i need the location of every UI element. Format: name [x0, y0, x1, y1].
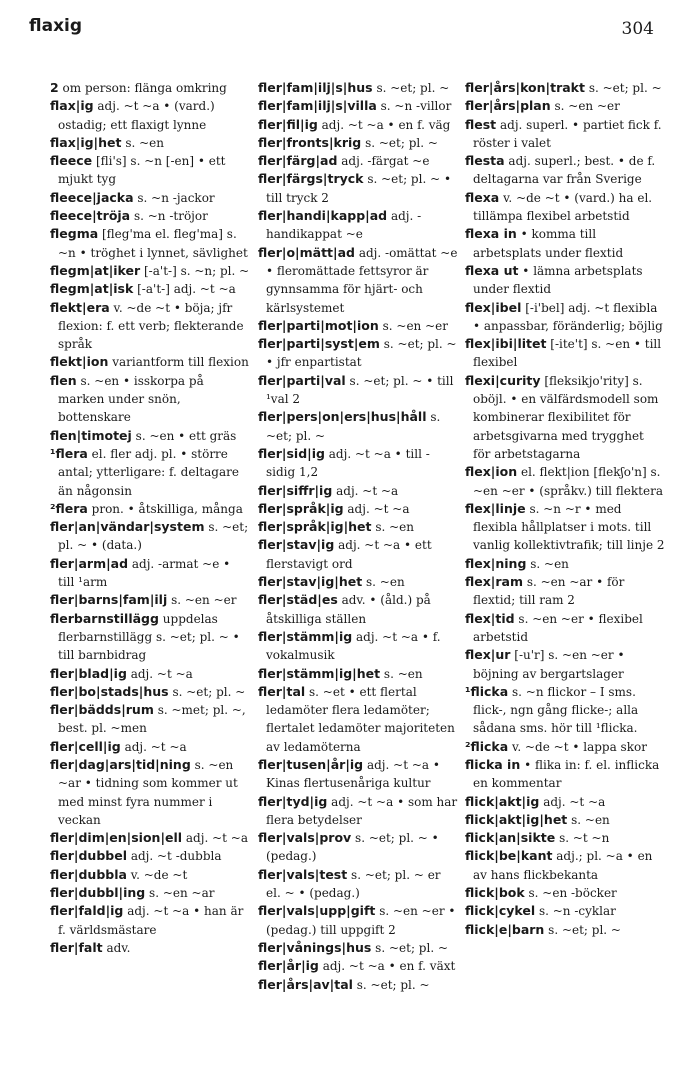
entry-definition: adj. ~t ~a • ett flerstavigt ord: [266, 538, 432, 571]
headword: flesta: [465, 153, 505, 169]
dictionary-entry: [465, 793, 665, 811]
dictionary-entry: [465, 262, 665, 299]
headword: fler|dubbel: [50, 848, 127, 864]
dictionary-entry: [258, 866, 458, 903]
entry-definition: adj. ~t ~a • till -sidig 1,2: [266, 446, 430, 480]
dictionary-entry: [258, 116, 458, 134]
entry-definition: s. ~en • isskorpa på marken under snön, bottenskare: [58, 373, 204, 425]
dictionary-entry: [465, 738, 665, 756]
headword: flax|ig|het: [50, 134, 122, 150]
headword: flerbarnstillägg: [50, 610, 159, 626]
headword: flick|cykel: [465, 903, 536, 919]
headword: flexa ut: [465, 262, 519, 278]
headword: fler|stämm|ig: [258, 628, 353, 644]
headword: fler|tal: [258, 683, 306, 699]
dictionary-entry: [258, 683, 458, 756]
headword: fler|fam|ilj|s|villa: [258, 98, 377, 114]
dictionary-entry: [465, 921, 665, 939]
dictionary-entry: [258, 372, 458, 409]
entry-definition: [fleg'ma el. fleg'ma] s. ~n • tröghet i lynnet, sävlighet: [58, 227, 248, 260]
dictionary-entry: [465, 189, 665, 226]
entry-definition: s. ~et; pl. ~ • (pedag.): [266, 831, 439, 864]
dictionary-entry: [50, 610, 250, 665]
headword: fler|dubbl|ing: [50, 885, 146, 901]
headword: fler|års|av|tal: [258, 976, 353, 992]
headword: flicka in: [465, 756, 521, 772]
entry-definition: adj. superl. • partiet fick f. röster i valet: [473, 117, 662, 150]
headword: fleece|tröja: [50, 208, 131, 224]
headword: flest: [465, 116, 497, 132]
headword: fler|bo|stads|hus: [50, 683, 169, 699]
headword: fler|o|mätt|ad: [258, 244, 355, 260]
dictionary-entry: [258, 902, 458, 939]
dictionary-entry: [258, 97, 458, 115]
headword: fler|falt: [50, 939, 103, 955]
dictionary-entry: [50, 902, 250, 939]
entry-definition: adj. -armat ~e • till ¹arm: [58, 556, 231, 590]
entry-definition: • lämna arbetsplats under flextid: [473, 263, 643, 297]
entry-definition: adj. ~t -dubbla: [130, 849, 222, 864]
dictionary-entry: [258, 573, 458, 591]
headword: fler|parti|mot|ion: [258, 317, 379, 333]
dictionary-entry: [465, 646, 665, 683]
headword: fler|fil|ig: [258, 116, 318, 132]
entry-definition: s. ~n -cyklar: [538, 904, 616, 919]
page-number: 304: [621, 19, 654, 39]
headword: fler|stav|ig: [258, 537, 335, 553]
entry-definition: v. ~de ~t • lappa skor: [512, 739, 647, 754]
dictionary-entry: [258, 976, 458, 994]
entry-definition: s. ~en ~ar • tidning som kommer ut med minst fyra nummer i veckan: [58, 757, 238, 827]
entry-definition: s. ~en ~er • flexibel arbetstid: [473, 611, 643, 644]
dictionary-entry: [465, 683, 665, 738]
headword: fler|an|vändar|system: [50, 519, 205, 535]
dictionary-entry: [50, 756, 250, 829]
dictionary-entry: [258, 829, 458, 866]
headword: flexi|curity: [465, 372, 541, 388]
headword: fler|språk|ig|het: [258, 519, 372, 535]
entry-definition: v. ~de ~t: [130, 867, 188, 882]
entry-definition: s. ~et; pl. ~: [548, 922, 621, 937]
headword: ¹flera: [50, 445, 88, 461]
dictionary-entry: [50, 555, 250, 592]
entry-definition: adj. ~t ~a: [336, 483, 399, 498]
headword: fler|stav|ig|het: [258, 574, 363, 590]
entry-definition: s. ~n -villor: [380, 99, 452, 114]
entry-definition: s. ~en ~ar • för flextid; till ram 2: [473, 575, 625, 608]
dictionary-entry: [50, 665, 250, 683]
dictionary-entry: [465, 756, 665, 793]
running-head: flaxig: [29, 16, 83, 36]
headword: fler|dim|en|sion|ell: [50, 830, 183, 846]
dictionary-entry: [50, 427, 250, 445]
entry-definition: adj. -handikappat ~e: [266, 209, 422, 242]
entry-definition: adj. -färgat ~e: [341, 154, 430, 169]
dictionary-entry: [50, 829, 250, 847]
entry-definition: s. ~n flickor – I sms. flick-, ngn gång flicke-; alla sådana sms. hör till ¹flicka.: [473, 684, 639, 736]
dictionary-entry: [465, 372, 665, 463]
dictionary-entry: [50, 280, 250, 298]
entry-definition: • flika in: f. el. inflicka en kommentar: [473, 757, 660, 791]
headword: flegm|at|iker: [50, 262, 141, 278]
headword: fler|vals|upp|gift: [258, 903, 376, 919]
headword: fler|tusen|år|ig: [258, 756, 364, 772]
entry-definition: s. ~en -böcker: [528, 886, 617, 901]
entry-definition: pron. • åtskilliga, många: [91, 501, 243, 516]
headword: fler|fronts|krig: [258, 134, 362, 150]
dictionary-entry: [50, 866, 250, 884]
dictionary-entry: [465, 463, 665, 500]
dictionary-entry: [465, 847, 665, 884]
dictionary-entry: [258, 518, 458, 536]
entry-definition: s. ~et; pl. ~: [588, 81, 662, 95]
dictionary-entry: [50, 847, 250, 865]
entry-definition: v. ~de ~t • böja; jfr flexion: f. ett verb; flekterande språk: [58, 300, 244, 352]
headword: flen: [50, 372, 77, 388]
headword: fler|arm|ad: [50, 555, 129, 571]
dictionary-entry: [50, 591, 250, 609]
dictionary-entry: [258, 939, 458, 957]
headword: flick|an|sikte: [465, 830, 556, 846]
dictionary-entry: [50, 372, 250, 427]
dictionary-entry: [258, 317, 458, 335]
dictionary-entry: [465, 79, 665, 97]
dictionary-entry: [50, 738, 250, 756]
dictionary-entry: [258, 500, 458, 518]
dictionary-entry: [258, 482, 458, 500]
entry-definition: uppdelas flerbarnstillägg s. ~et; pl. ~ • till barnbidrag: [58, 611, 240, 663]
entry-definition: s. ~en: [366, 575, 405, 590]
headword: flegma: [50, 226, 99, 242]
entry-definition: adj. ~t ~a: [347, 501, 410, 516]
headword: fler|cell|ig: [50, 738, 121, 754]
dictionary-entry: [50, 97, 250, 134]
dictionary-entry: [465, 152, 665, 189]
entry-definition: s. ~met; pl. ~, best. pl. ~men: [58, 703, 246, 736]
entry-definition: s. ~et • ett flertal ledamöter flera ledamöter; flertalet ledamöter majoriteten av ledamöterna: [266, 684, 455, 754]
dictionary-entry: [258, 79, 458, 97]
dictionary-entry: [50, 701, 250, 738]
headword: fleece|jacka: [50, 189, 134, 205]
entry-definition: s. ~n -jackor: [137, 190, 215, 205]
dictionary-entry: [50, 939, 250, 957]
headword: fler|års|plan: [465, 98, 551, 114]
dictionary-entry: [465, 299, 665, 336]
entry-definition: s. ~et; pl. ~ • till ¹val 2: [266, 373, 454, 407]
entry-definition: s. ~et; pl. ~: [266, 410, 441, 443]
headword: fler|fald|ig: [50, 903, 124, 919]
headword: flex|ibi|litet: [465, 336, 547, 352]
entry-definition: adv. • (åld.) på åtskilliga ställen: [266, 593, 431, 626]
headword: fler|städ|es: [258, 592, 338, 608]
dictionary-entry: [258, 152, 458, 170]
dictionary-entry: [258, 665, 458, 683]
entry-definition: variantform till flexion: [112, 355, 249, 370]
headword: flex|ion: [465, 464, 518, 480]
headword: flax|ig: [50, 98, 94, 114]
headword: fler|dubbla: [50, 866, 127, 882]
entry-definition: adj. ~t ~a • f. vokalmusik: [266, 629, 441, 663]
dictionary-entry: [258, 628, 458, 665]
dictionary-entry: [50, 207, 250, 225]
entry-definition: s. ~n ~r • med flexibla hållplatser i mots. till vanlig kollektivtrafik; till linje 2: [473, 501, 665, 553]
entry-definition: s. ~n -tröjor: [133, 209, 208, 224]
headword: fler|parti|syst|em: [258, 336, 380, 352]
entry-definition: adj. ~t ~a • som har flera betydelser: [266, 794, 458, 827]
entry-definition: s. ~en: [571, 812, 610, 827]
entry-definition: s. ~et; pl. ~: [356, 977, 430, 992]
dictionary-entry: [258, 445, 458, 482]
entry-definition: [fli's] s. ~n [-en] • ett mjukt tyg: [58, 154, 226, 187]
headword: fler|parti|val: [258, 372, 346, 388]
entry-definition: adj. ~t ~a: [130, 666, 193, 681]
entry-definition: adj. ~t ~a: [185, 831, 248, 846]
entry-definition: s. ~et; pl. ~: [375, 940, 448, 955]
headword: flex|tid: [465, 610, 515, 626]
headword: fler|vals|test: [258, 866, 348, 882]
entry-definition: s. ~et; pl. ~ • (data.): [58, 520, 249, 553]
headword: fler|siffr|ig: [258, 482, 333, 498]
entry-definition: s. ~en: [383, 666, 423, 681]
dictionary-entry: [258, 170, 458, 207]
entry-definition: v. ~de ~t • (vard.) ha el. tillämpa flexibel arbetstid: [473, 190, 653, 224]
headword: flex|ibel: [465, 299, 522, 315]
dictionary-entry: [258, 335, 458, 372]
entry-definition: adj. ~t ~a • en f. väg: [321, 117, 451, 132]
entry-definition: [-u'r] s. ~en ~er • böjning av bergartslager: [473, 648, 625, 681]
dictionary-entry: [258, 134, 458, 152]
dictionary-entry: [258, 536, 458, 573]
headword: flexa: [465, 189, 500, 205]
entry-definition: s. ~en: [125, 135, 164, 150]
headword: flex|ning: [465, 555, 527, 571]
entry-definition: s. ~et; pl. ~ er el. ~ • (pedag.): [266, 867, 441, 901]
dictionary-entry: [50, 683, 250, 701]
dictionary-entry: [465, 902, 665, 920]
dictionary-entry: [50, 134, 250, 152]
headword: flex|ram: [465, 574, 523, 590]
headword: flick|akt|ig: [465, 793, 540, 809]
entry-definition: adj. ~t ~a • (vard.) ostadig; ett flaxigt lynne: [58, 99, 215, 132]
dictionary-entry: [465, 811, 665, 829]
headword: flekt|ion: [50, 354, 109, 370]
headword: fler|tyd|ig: [258, 793, 328, 809]
dictionary-entry: [258, 591, 458, 628]
entry-definition: s. ~et; pl. ~: [376, 81, 450, 95]
dictionary-entry: [258, 408, 458, 445]
dictionary-entry: [465, 225, 665, 262]
dictionary-entry: [465, 610, 665, 647]
dictionary-entry: [465, 335, 665, 372]
entry-definition: adj. ~t ~a: [543, 794, 606, 809]
entry-definition: adv.: [106, 940, 131, 955]
headword: fler|språk|ig: [258, 500, 344, 516]
headword: flick|akt|ig|het: [465, 811, 568, 827]
dictionary-entry: [50, 518, 250, 555]
dictionary-entry: [465, 884, 665, 902]
entry-definition: adj. ~t ~a • han är f. världsmästare: [58, 904, 244, 937]
headword: flex|ur: [465, 647, 511, 663]
entry-definition: s. ~en: [375, 520, 414, 535]
entry-definition: s. ~en ~er: [171, 593, 237, 608]
dictionary-entry: [50, 262, 250, 280]
entry-definition: s. ~en ~er: [554, 99, 620, 114]
headword: fler|stämm|ig|het: [258, 665, 381, 681]
headword: ²flicka: [465, 738, 509, 754]
dictionary-entry: [258, 244, 458, 317]
headword: fleece: [50, 153, 93, 169]
headword: ²flera: [50, 500, 88, 516]
headword: 2: [50, 80, 59, 95]
entry-definition: om person: flänga omkring: [62, 81, 227, 95]
dictionary-entry: [258, 207, 458, 244]
dictionary-entry: [50, 189, 250, 207]
dictionary-column-3: [465, 79, 665, 939]
entry-definition: adj. ~t ~a • en f. växt: [322, 959, 456, 974]
headword: fler|år|ig: [258, 958, 319, 974]
dictionary-entry: [465, 116, 665, 153]
dictionary-entry: [50, 500, 250, 518]
entry-definition: s. ~t ~n: [559, 831, 610, 846]
dictionary-entry: [50, 445, 250, 500]
dictionary-entry: [50, 884, 250, 902]
entry-definition: s. ~en • ett gräs: [135, 428, 237, 443]
entry-definition: s. ~et; pl. ~ • till tryck 2: [266, 172, 452, 205]
headword: fler|vals|prov: [258, 830, 352, 846]
headword: fler|års|kon|trakt: [465, 80, 585, 95]
dictionary-entry: [258, 957, 458, 975]
dictionary-entry: [465, 97, 665, 115]
entry-definition: [fleksikjo'rity] s. oböjl. • en välfärdsmodell som kombinerar flexibilitet för arbetsgivarna med trygghet för arbetstagarna: [473, 373, 659, 461]
entry-definition: [-a't-] adj. ~t ~a: [137, 282, 236, 297]
entry-definition: s. ~et; pl. ~: [172, 684, 246, 699]
entry-definition: adj. -omättat ~e • fleromättade fettsyror är gynnsamma för hjärt- och kärlsystemet: [266, 245, 458, 315]
entry-definition: el. fler adj. pl. • större antal; ytterligare: f. deltagare än någonsin: [58, 446, 239, 498]
headword: fler|bädds|rum: [50, 702, 154, 718]
dictionary-entry: [50, 299, 250, 354]
headword: fler|handi|kapp|ad: [258, 208, 388, 224]
headword: fler|färgs|tryck: [258, 171, 364, 187]
headword: fler|sid|ig: [258, 445, 325, 461]
headword: flekt|era: [50, 299, 110, 315]
headword: fler|blad|ig: [50, 665, 127, 681]
dictionary-entry: [50, 353, 250, 371]
dictionary-entry: [465, 573, 665, 610]
dictionary-entry: [50, 225, 250, 262]
headword: flick|e|barn: [465, 921, 545, 937]
entry-definition: [-ite't] s. ~en • till flexibel: [473, 337, 662, 370]
entry-definition: s. ~en: [530, 556, 569, 571]
headword: flexa in: [465, 226, 517, 242]
dictionary-entry: [258, 793, 458, 830]
entry-definition: adj. ~t ~a • Kinas flertusenåriga kultur: [266, 757, 440, 791]
entry-definition: [-a't-] s. ~n; pl. ~: [144, 263, 250, 278]
headword: flick|be|kant: [465, 848, 553, 864]
headword: fler|pers|on|ers|hus|håll: [258, 409, 427, 425]
dictionary-column-1: [50, 79, 250, 957]
headword: flex|linje: [465, 500, 526, 516]
entry-definition: s. ~en ~er: [382, 318, 448, 333]
entry-definition: s. ~et; pl. ~: [365, 135, 438, 150]
dictionary-entry: [258, 756, 458, 793]
headword: fler|fam|ilj|s|hus: [258, 80, 373, 95]
headword: flegm|at|isk: [50, 281, 134, 297]
headword: fler|färg|ad: [258, 153, 338, 169]
entry-definition: el. flekt|ion [flekʃo'n] s. ~en ~er • (språkv.) till flektera: [473, 465, 663, 498]
headword: flen|timotej: [50, 427, 132, 443]
headword: flick|bok: [465, 885, 525, 901]
entry-definition: • komma till arbetsplats under flextid: [473, 227, 624, 260]
entry-definition: adj. superl.; best. • de f. deltagarna var från Sverige: [473, 154, 656, 187]
entry-definition: adj.; pl. ~a • en av hans flickbekanta: [473, 849, 653, 882]
dictionary-entry: [465, 829, 665, 847]
headword: fler|vånings|hus: [258, 939, 372, 955]
entry-definition: adj. ~t ~a: [124, 739, 187, 754]
dictionary-entry: [465, 500, 665, 555]
dictionary-column-2: [258, 79, 458, 994]
entry-definition: s. ~en ~er • (pedag.) till uppgift 2: [266, 904, 456, 937]
dictionary-entry: [50, 152, 250, 189]
headword: fler|dag|ars|tid|ning: [50, 756, 191, 772]
dictionary-entry: [50, 79, 250, 97]
entry-definition: s. ~et; pl. ~ • jfr enpartistat: [266, 337, 457, 370]
entry-definition: [-i'bel] adj. ~t flexibla • anpassbar, föränderlig; böjlig: [473, 300, 663, 333]
entry-definition: s. ~en ~ar: [149, 886, 215, 901]
headword: ¹flicka: [465, 683, 509, 699]
dictionary-entry: [465, 555, 665, 573]
headword: fler|barns|fam|ilj: [50, 592, 168, 608]
